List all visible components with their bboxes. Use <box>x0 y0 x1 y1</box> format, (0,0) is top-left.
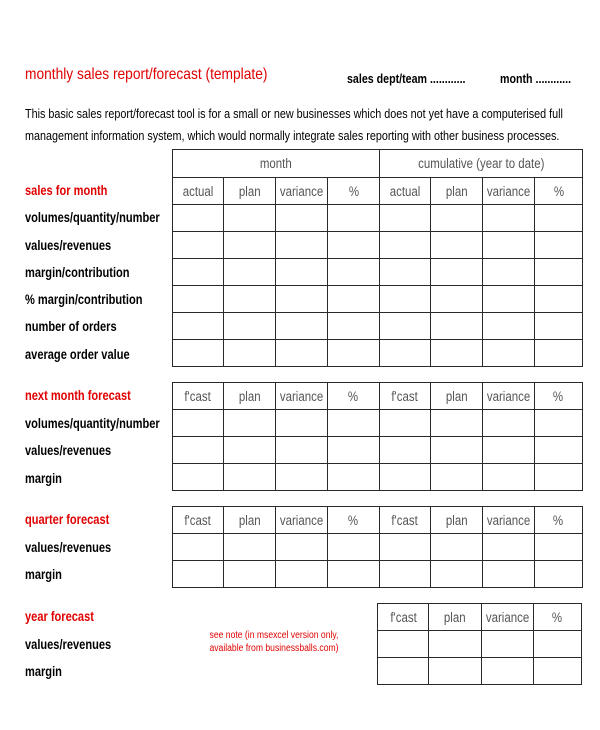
row-label: % margin/contribution <box>25 292 143 307</box>
column-header: variance <box>483 507 535 534</box>
month-label: month ............ <box>500 71 572 86</box>
data-cell[interactable] <box>431 437 483 464</box>
data-cell[interactable] <box>431 286 483 313</box>
data-cell[interactable] <box>429 658 481 685</box>
data-cell[interactable] <box>276 464 328 491</box>
data-cell[interactable] <box>276 534 328 561</box>
sales-for-month-heading: sales for month <box>25 183 108 198</box>
data-cell[interactable] <box>328 534 380 561</box>
data-cell[interactable] <box>535 259 583 286</box>
column-header: % <box>535 383 583 410</box>
column-header: f'cast <box>173 383 224 410</box>
data-cell[interactable] <box>483 464 535 491</box>
data-cell[interactable] <box>483 340 535 367</box>
column-header: variance <box>276 178 328 205</box>
data-cell[interactable] <box>378 658 429 685</box>
report-title: monthly sales report/forecast (template) <box>25 66 268 83</box>
data-cell[interactable] <box>380 232 431 259</box>
data-cell[interactable] <box>535 205 583 232</box>
data-cell[interactable] <box>173 259 224 286</box>
column-header: f'cast <box>380 507 431 534</box>
table-row <box>378 658 582 685</box>
data-cell[interactable] <box>380 464 431 491</box>
column-header: actual <box>380 178 431 205</box>
data-cell[interactable] <box>173 561 224 588</box>
data-cell[interactable] <box>535 232 583 259</box>
row-label: volumes/quantity/number <box>25 416 160 431</box>
table-row <box>173 340 583 367</box>
data-cell[interactable] <box>173 286 224 313</box>
row-label: margin <box>25 471 62 486</box>
data-cell[interactable] <box>380 286 431 313</box>
data-cell[interactable] <box>431 259 483 286</box>
data-cell[interactable] <box>328 259 380 286</box>
data-cell[interactable] <box>380 410 431 437</box>
table-row <box>173 464 583 491</box>
data-cell[interactable] <box>431 205 483 232</box>
data-cell[interactable] <box>224 437 276 464</box>
column-header: % <box>328 178 380 205</box>
column-header: f'cast <box>378 604 429 631</box>
column-header: % <box>328 507 380 534</box>
column-header: % <box>535 507 583 534</box>
column-header: plan <box>431 178 483 205</box>
data-cell[interactable] <box>276 286 328 313</box>
data-cell[interactable] <box>380 534 431 561</box>
data-cell[interactable] <box>276 410 328 437</box>
data-cell[interactable] <box>380 205 431 232</box>
column-header: variance <box>276 383 328 410</box>
data-cell[interactable] <box>483 410 535 437</box>
table-row <box>173 437 583 464</box>
next-month-forecast-table <box>172 382 583 491</box>
data-cell[interactable] <box>224 464 276 491</box>
data-cell[interactable] <box>224 534 276 561</box>
dept-label: sales dept/team ............ <box>347 71 466 86</box>
table-row <box>173 232 583 259</box>
description-line-1: This basic sales report/forecast tool is for a small or new businesses which does not yet have a computerised full <box>25 106 563 121</box>
data-cell[interactable] <box>483 205 535 232</box>
data-cell[interactable] <box>431 340 483 367</box>
group-header-cumulative: cumulative (year to date) <box>380 150 583 178</box>
data-cell[interactable] <box>276 313 328 340</box>
data-cell[interactable] <box>380 561 431 588</box>
column-header: variance <box>483 383 535 410</box>
column-header: variance <box>481 604 533 631</box>
year-forecast-heading: year forecast <box>25 609 94 624</box>
data-cell[interactable] <box>276 232 328 259</box>
data-cell[interactable] <box>224 259 276 286</box>
data-cell[interactable] <box>481 631 533 658</box>
data-cell[interactable] <box>535 286 583 313</box>
data-cell[interactable] <box>535 410 583 437</box>
data-cell[interactable] <box>378 631 429 658</box>
data-cell[interactable] <box>276 437 328 464</box>
data-cell[interactable] <box>535 313 583 340</box>
row-label: margin <box>25 567 62 582</box>
data-cell[interactable] <box>380 313 431 340</box>
data-cell[interactable] <box>483 259 535 286</box>
column-header: variance <box>276 507 328 534</box>
table-row <box>173 286 583 313</box>
data-cell[interactable] <box>533 658 581 685</box>
quarter-forecast-table <box>172 506 583 588</box>
data-cell[interactable] <box>535 340 583 367</box>
row-label: average order value <box>25 347 130 362</box>
column-header: plan <box>431 507 483 534</box>
row-label: values/revenues <box>25 443 112 458</box>
table-row <box>173 313 583 340</box>
data-cell[interactable] <box>276 561 328 588</box>
data-cell[interactable] <box>328 437 380 464</box>
table-row <box>173 410 583 437</box>
row-label: margin/contribution <box>25 265 130 280</box>
data-cell[interactable] <box>380 437 431 464</box>
row-label: volumes/quantity/number <box>25 210 160 225</box>
data-cell[interactable] <box>431 410 483 437</box>
data-cell[interactable] <box>328 410 380 437</box>
year-forecast-table <box>377 603 582 685</box>
data-cell[interactable] <box>429 631 481 658</box>
table-row <box>173 205 583 232</box>
data-cell[interactable] <box>224 205 276 232</box>
data-cell[interactable] <box>173 205 224 232</box>
data-cell[interactable] <box>431 561 483 588</box>
column-header: plan <box>431 383 483 410</box>
data-cell[interactable] <box>431 232 483 259</box>
data-cell[interactable] <box>173 464 224 491</box>
data-cell[interactable] <box>431 534 483 561</box>
data-cell[interactable] <box>431 464 483 491</box>
data-cell[interactable] <box>173 340 224 367</box>
column-header: % <box>533 604 581 631</box>
column-header: variance <box>483 178 535 205</box>
data-cell[interactable] <box>328 313 380 340</box>
sales-for-month-table <box>172 149 583 367</box>
column-header: f'cast <box>380 383 431 410</box>
data-cell[interactable] <box>535 534 583 561</box>
data-cell[interactable] <box>328 464 380 491</box>
data-cell[interactable] <box>483 313 535 340</box>
data-cell[interactable] <box>328 232 380 259</box>
column-header: plan <box>429 604 481 631</box>
table-row <box>173 259 583 286</box>
data-cell[interactable] <box>535 561 583 588</box>
next-month-forecast-heading: next month forecast <box>25 388 131 403</box>
group-header-month: month <box>173 150 380 178</box>
row-label: margin <box>25 664 62 679</box>
data-cell[interactable] <box>535 437 583 464</box>
data-cell[interactable] <box>276 205 328 232</box>
data-cell[interactable] <box>173 232 224 259</box>
row-label: values/revenues <box>25 637 112 652</box>
column-header: f'cast <box>173 507 224 534</box>
excel-note: see note (in msexcel version only, available from businessballs.com) <box>209 630 339 654</box>
data-cell[interactable] <box>483 437 535 464</box>
data-cell[interactable] <box>328 286 380 313</box>
column-header: plan <box>224 178 276 205</box>
data-cell[interactable] <box>533 631 581 658</box>
data-cell[interactable] <box>173 534 224 561</box>
data-cell[interactable] <box>483 286 535 313</box>
data-cell[interactable] <box>535 464 583 491</box>
quarter-forecast-heading: quarter forecast <box>25 512 110 527</box>
data-cell[interactable] <box>481 658 533 685</box>
data-cell[interactable] <box>276 340 328 367</box>
data-cell[interactable] <box>483 534 535 561</box>
data-cell[interactable] <box>173 437 224 464</box>
data-cell[interactable] <box>173 313 224 340</box>
data-cell[interactable] <box>380 259 431 286</box>
description-line-2: management information system, which would normally integrate sales reporting with other business processes. <box>25 128 560 143</box>
table-row <box>173 534 583 561</box>
data-cell[interactable] <box>173 410 224 437</box>
data-cell[interactable] <box>224 561 276 588</box>
row-label: values/revenues <box>25 238 112 253</box>
data-cell[interactable] <box>224 313 276 340</box>
data-cell[interactable] <box>328 340 380 367</box>
column-header: plan <box>224 507 276 534</box>
column-header: actual <box>173 178 224 205</box>
column-header: % <box>328 383 380 410</box>
row-label: number of orders <box>25 319 117 334</box>
data-cell[interactable] <box>276 259 328 286</box>
data-cell[interactable] <box>224 232 276 259</box>
data-cell[interactable] <box>431 313 483 340</box>
table-row <box>378 631 582 658</box>
table-row <box>173 561 583 588</box>
column-header: % <box>535 178 583 205</box>
data-cell[interactable] <box>380 340 431 367</box>
data-cell[interactable] <box>328 205 380 232</box>
data-cell[interactable] <box>483 232 535 259</box>
data-cell[interactable] <box>224 340 276 367</box>
row-label: values/revenues <box>25 540 112 555</box>
data-cell[interactable] <box>224 286 276 313</box>
column-header: plan <box>224 383 276 410</box>
data-cell[interactable] <box>483 561 535 588</box>
data-cell[interactable] <box>328 561 380 588</box>
data-cell[interactable] <box>224 410 276 437</box>
